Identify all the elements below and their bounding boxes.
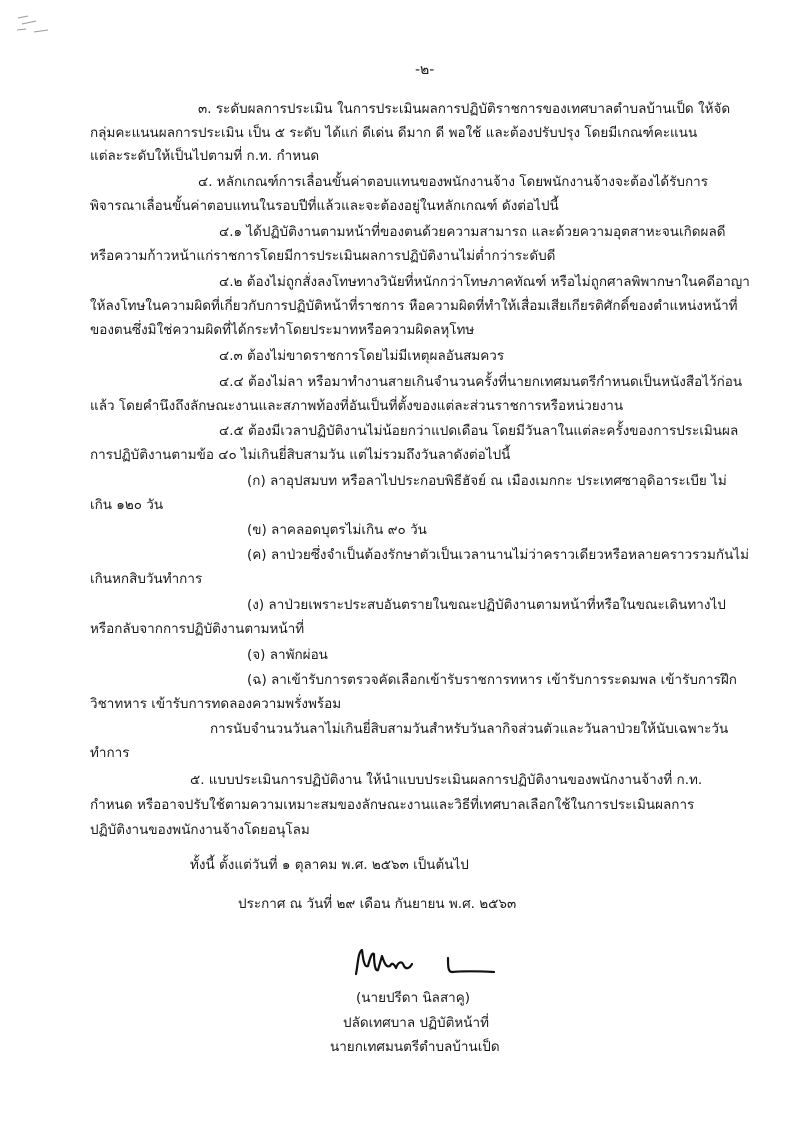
text-line: การนับจำนวนวันลาไม่เกินยี่สิบสามวันสำหรับวันลากิจส่วนตัวและวันลาป่วยให้นับเฉพาะวัน [210, 721, 729, 737]
text-line: แล้ว โดยคำนึงถึงลักษณะงานและสภาพท้องที่อันเป็นที่ตั้งของแต่ละส่วนราชการหรือหน่วยงาน [90, 398, 624, 414]
text-line: ของตนซึ่งมิใช่ความผิดที่ได้กระทำโดยประมาทหรือความผิดลหุโทษ [90, 322, 475, 338]
signatory-position: ปลัดเทศบาล ปฏิบัติหน้าที่ [343, 1015, 489, 1031]
text-line: ๔.๒ ต้องไม่ถูกสั่งลงโทษทางวินัยที่หนักกว่าโทษภาคทัณฑ์ หรือไม่ถูกศาลพิพากษาในคดีอาญา [219, 274, 750, 290]
text-line: ให้ลงโทษในความผิดที่เกี่ยวกับการปฏิบัติหน้าที่ราชการ หือความผิดที่ทำให้เสื่อมเสียเกียรติศักดิ์ของตำแหน่งหน้าที่ [90, 298, 738, 314]
text-line: ทำการ [90, 745, 130, 761]
text-line: (ข) ลาคลอดบุตรไม่เกิน ๙๐ วัน [247, 522, 427, 538]
text-line: ๕. แบบประเมินการปฏิบัติงาน ให้นำแบบประเมินผลการปฏิบัติงานของพนักงานจ้างที่ ก.ท. [190, 772, 703, 788]
text-line: แต่ละระดับให้เป็นไปตามที่ ก.ท. กำหนด [90, 148, 320, 164]
text-line: (จ) ลาพักผ่อน [247, 647, 328, 663]
text-line: พิจารณาเลื่อนขั้นค่าตอบแทนในรอบปีที่แล้วและจะต้องอยู่ในหลักเกณฑ์ ดังต่อไปนี้ [90, 198, 559, 214]
scan-mark-icon [14, 10, 54, 40]
text-line: การปฏิบัติงานตามข้อ ๔๐ ไม่เกินยี่สิบสามวัน แต่ไม่รวมถึงวันลาดังต่อไปนี้ [90, 447, 511, 463]
signatory-name: (นายปรีดา นิลสาคู) [356, 990, 471, 1006]
text-line: หรือความก้าวหน้าแก่ราชการโดยมีการประเมินผลการปฏิบัติงานไม่ต่ำกว่าระดับดี [90, 248, 556, 264]
text-line: เกินหกสิบวันทำการ [90, 571, 203, 587]
signatory-title: นายกเทศมนตรีตำบลบ้านเป็ด [330, 1039, 500, 1055]
text-line: (ก) ลาอุปสมบท หรือลาไปประกอบพิธีฮัจย์ ณ เมืองเมกกะ ประเทศซาอุดิอาระเบีย ไม่ [247, 473, 727, 489]
text-line: เกิน ๑๒๐ วัน [90, 497, 164, 513]
text-line: กำหนด หรืออาจปรับใช้ตามความเหมาะสมของลักษณะงานและวิธีที่เทศบาลเลือกใช้ในการประเมินผลการ [90, 797, 695, 813]
text-line: ๔. หลักเกณฑ์การเลื่อนขั้นค่าตอบแทนของพนักงานจ้าง โดยพนักงานจ้างจะต้องได้รับการ [198, 174, 708, 190]
text-line: ๔.๓ ต้องไม่ขาดราชการโดยไม่มีเหตุผลอันสมควร [219, 348, 505, 364]
text-line: ๔.๕ ต้องมีเวลาปฏิบัติงานไม่น้อยกว่าแปดเดือน โดยมีวันลาในแต่ละครั้งของการประเมินผล [219, 423, 739, 439]
signature-icon [348, 944, 508, 980]
effective-date: ทั้งนี้ ตั้งแต่วันที่ ๑ ตุลาคม พ.ศ. ๒๕๖๓ เป็นต้นไป [190, 857, 469, 873]
text-line: กลุ่มคะแนนผลการประเมิน เป็น ๕ ระดับ ได้แก่ ดีเด่น ดีมาก ดี พอใช้ และต้องปรับปรุง โดยมีเกณฑ์คะแนน [90, 125, 698, 141]
text-line: ๔.๔ ต้องไม่ลา หรือมาทำงานสายเกินจำนวนครั้งที่นายกเทศมนตรีกำหนดเป็นหนังสือไว้ก่อน [219, 374, 743, 390]
text-line: วิชาทหาร เข้ารับการทดลองความพรั่งพร้อม [90, 696, 342, 712]
text-line: ๓. ระดับผลการประเมิน ในการประเมินผลการปฏิบัติราชการของเทศบาลตำบลบ้านเป็ด ให้จัด [198, 101, 731, 117]
text-line: ๔.๑ ได้ปฏิบัติงานตามหน้าที่ของตนด้วยความสามารถ และด้วยความอุตสาหะจนเกิดผลดี [219, 224, 726, 240]
announcement-date: ประกาศ ณ วันที่ ๒๙ เดือน กันยายน พ.ศ. ๒๕๖๓ [238, 896, 517, 912]
text-line: ปฏิบัติงานของพนักงานจ้างโดยอนุโลม [90, 822, 310, 838]
text-line: (ฉ) ลาเข้ารับการตรวจคัดเลือกเข้ารับราชการทหาร เข้ารับการระดมพล เข้ารับการฝึก [247, 672, 737, 688]
text-line: (ค) ลาป่วยซึ่งจำเป็นต้องรักษาตัวเป็นเวลานานไม่ว่าคราวเดียวหรือหลายคราวรวมกันไม่ [247, 547, 749, 563]
text-line: หรือกลับจากการปฏิบัติงานตามหน้าที่ [90, 621, 305, 637]
page-number: -๒- [415, 62, 435, 78]
text-line: (ง) ลาป่วยเพราะประสบอันตรายในขณะปฏิบัติงานตามหน้าที่หรือในขณะเดินทางไป [247, 597, 726, 613]
